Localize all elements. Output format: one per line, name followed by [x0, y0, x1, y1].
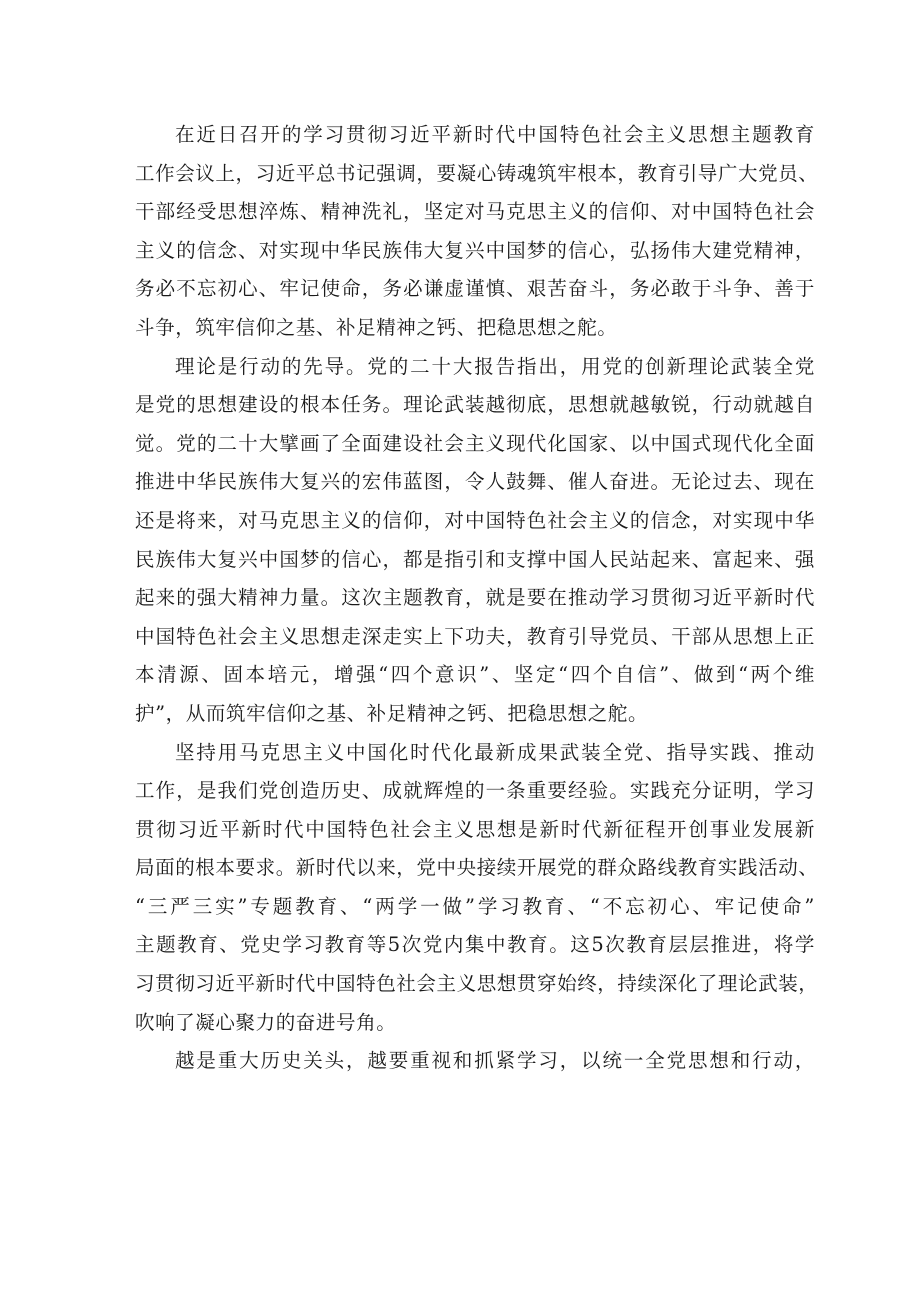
- text-line: 中国特色社会主义思想走深走实上下功夫，教育引导党员、干部从思想上正: [135, 624, 815, 648]
- text-line: “三严三实”专题教育、“两学一做”学习教育、“不忘初心、牢记使命”: [135, 894, 815, 918]
- text-line: 吹响了凝心聚力的奋进号角。: [135, 1010, 397, 1034]
- text-line: 工作，是我们党创造历史、成就辉煌的一条重要经验。实践充分证明，学习: [135, 779, 815, 803]
- text-line: 习贯彻习近平新时代中国特色社会主义思想贯穿始终，持续深化了理论武装，: [135, 972, 819, 996]
- text-line: 是党的思想建设的根本任务。理论武装越彻底，思想就越敏锐，行动就越自: [135, 393, 815, 417]
- text-line: 本清源、固本培元，增强“四个意识”、坚定“四个自信”、做到“两个维: [135, 663, 815, 687]
- text-line: 还是将来，对马克思主义的信仰，对中国特色社会主义的信念，对实现中华: [135, 508, 815, 532]
- text-line: 坚持用马克思主义中国化时代化最新成果武装全党、指导实践、推动: [175, 740, 815, 764]
- text-line: 工作会议上，习近平总书记强调，要凝心铸魂筑牢根本，教育引导广大党员、: [135, 161, 819, 185]
- text-line: 民族伟大复兴中国梦的信心，都是指引和支撑中国人民站起来、富起来、强: [135, 547, 815, 571]
- text-line: 起来的强大精神力量。这次主题教育，就是要在推动学习贯彻习近平新时代: [135, 586, 815, 610]
- text-line: 局面的根本要求。新时代以来，党中央接续开展党的群众路线教育实践活动、: [135, 856, 819, 880]
- text-line: 务必不忘初心、牢记使命，务必谦虚谨慎、艰苦奋斗，务必敢于斗争、善于: [135, 277, 815, 301]
- text-line: 推进中华民族伟大复兴的宏伟蓝图，令人鼓舞、催人奋进。无论过去、现在: [135, 470, 815, 494]
- text-line: 主题教育、党史学习教育等5次党内集中教育。这5次教育层层推进，将学: [135, 933, 815, 957]
- text-line: 觉。党的二十大擘画了全面建设社会主义现代化国家、以中国式现代化全面: [135, 431, 815, 455]
- text-line: 干部经受思想淬炼、精神洗礼，坚定对马克思主义的信仰、对中国特色社会: [135, 200, 815, 224]
- text-line: 护”，从而筑牢信仰之基、补足精神之钙、把稳思想之舵。: [135, 701, 649, 725]
- text-line: 主义的信念、对实现中华民族伟大复兴中国梦的信心，弘扬伟大建党精神，: [135, 238, 815, 262]
- article-body: [135, 116, 819, 1081]
- paragraph-3: [135, 734, 819, 1043]
- paragraph-4: [135, 1042, 815, 1081]
- text-line: 越是重大历史关头，越要重视和抓紧学习，以统一全党思想和行动，: [175, 1049, 815, 1073]
- paragraph-2: [135, 348, 815, 734]
- text-line: 理论是行动的先导。党的二十大报告指出，用党的创新理论武装全党: [175, 354, 815, 378]
- paragraph-1: [135, 116, 819, 348]
- text-line: 斗争，筑牢信仰之基、补足精神之钙、把稳思想之舵。: [135, 315, 618, 339]
- text-line: 贯彻习近平新时代中国特色社会主义思想是新时代新征程开创事业发展新: [135, 817, 815, 841]
- text-line: 在近日召开的学习贯彻习近平新时代中国特色社会主义思想主题教育: [175, 123, 815, 146]
